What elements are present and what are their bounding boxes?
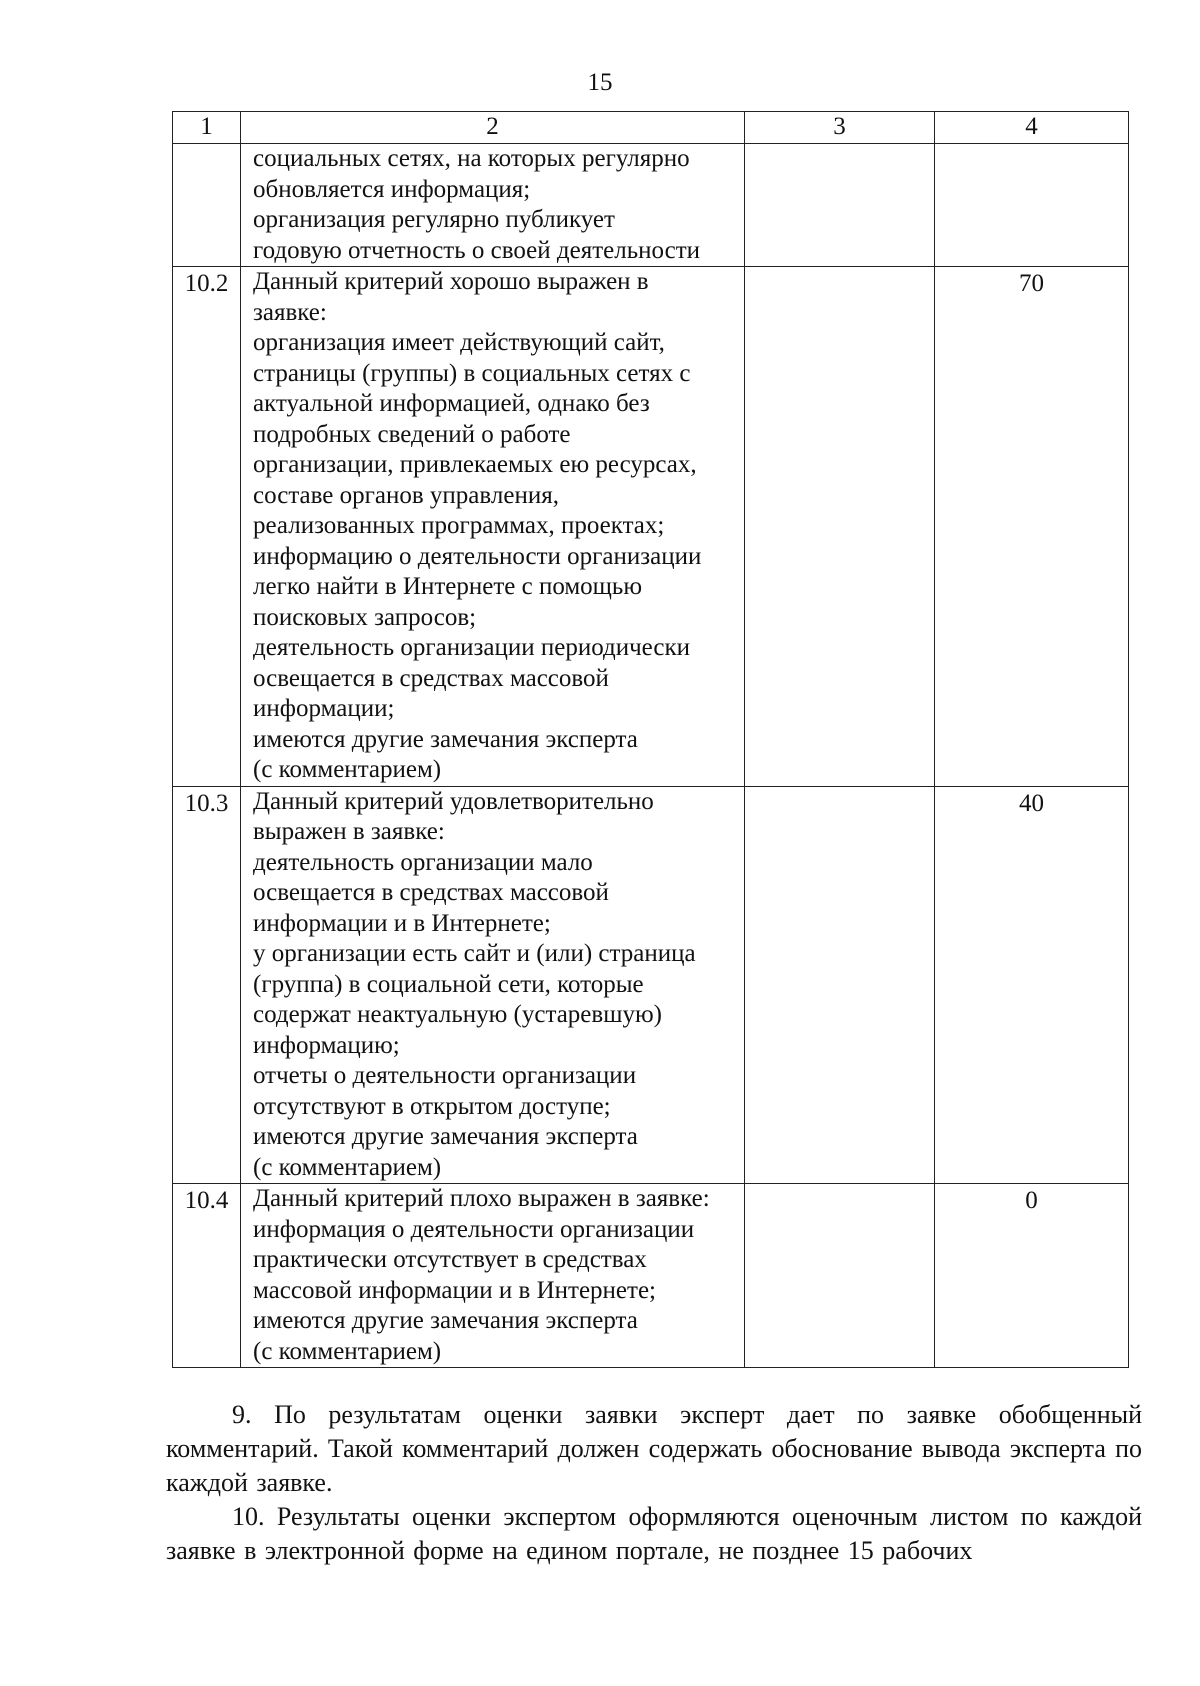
description-line: страницы (группы) в социальных сетях с: [253, 359, 691, 387]
description-line: Данный критерий удовлетворительно: [253, 787, 654, 815]
description-line: имеются другие замечания эксперта: [253, 1307, 638, 1334]
description-line: организации, привлекаемых ею ресурсах,: [253, 451, 697, 478]
description-line: подробных сведений о работе: [253, 420, 571, 448]
description-line: организация имеет действующий сайт,: [253, 329, 665, 356]
description-line: (группа) в социальной сети, которые: [253, 970, 644, 998]
description-line: освещается в средствах массовой: [253, 664, 609, 692]
description-line: социальных сетях, на которых регулярно: [253, 145, 690, 172]
table-row: [173, 786, 1129, 1184]
description-line: практически отсутствует в средствах: [253, 1246, 647, 1273]
description-line: отсутствуют в открытом доступе;: [253, 1092, 611, 1120]
description-line: (с комментарием): [253, 756, 442, 783]
description-line: заявке:: [253, 298, 327, 326]
page-number: 15: [587, 69, 613, 96]
score-cell: 40: [935, 786, 1129, 1184]
score-cell: [935, 144, 1129, 267]
description-line: массовой информации и в Интернете;: [253, 1276, 656, 1304]
criterion-description: [241, 1184, 745, 1368]
description-line: деятельность организации периодически: [253, 634, 690, 661]
description-line: у организации есть сайт и (или) страница: [253, 940, 696, 967]
description-line: Данный критерий плохо выражен в заявке:: [253, 1185, 710, 1212]
description-line: информацию;: [253, 1031, 400, 1059]
score-cell: 70: [935, 267, 1129, 787]
header-cell: 4: [935, 112, 1129, 144]
description-line: годовую отчетность о своей деятельности: [253, 236, 700, 264]
criterion-description: [241, 144, 745, 267]
paragraph-10: [166, 1500, 1142, 1568]
header-cell: 2: [241, 112, 745, 144]
table-row: [173, 1184, 1129, 1368]
table-header-row: [173, 112, 1129, 144]
description-line: актуальной информацией, однако без: [253, 390, 650, 417]
description-line: легко найти в Интернете с помощью: [253, 573, 643, 600]
criterion-description: [241, 267, 745, 787]
description-line: информации;: [253, 695, 395, 722]
description-line: содержат неактуальную (устаревшую): [253, 1001, 662, 1028]
criterion-number: 10.4: [173, 1184, 241, 1368]
criterion-number: 10.2: [173, 267, 241, 787]
column-3-cell: [745, 267, 935, 787]
description-line: отчеты о деятельности организации: [253, 1062, 637, 1089]
column-3-cell: [745, 144, 935, 267]
description-line: информацию о деятельности организации: [253, 542, 702, 570]
description-line: (с комментарием): [253, 1153, 442, 1181]
description-line: информации и в Интернете;: [253, 909, 551, 937]
description-line: деятельность организации мало: [253, 848, 593, 876]
criteria-table: [172, 111, 1129, 1368]
description-line: поисковых запросов;: [253, 603, 477, 631]
description-line: выражен в заявке:: [253, 818, 445, 845]
description-line: организация регулярно публикует: [253, 206, 615, 233]
criterion-number: 10.3: [173, 786, 241, 1184]
description-line: реализованных программах, проектах;: [253, 512, 665, 539]
score-cell: 0: [935, 1184, 1129, 1368]
paragraph-text: 9. По результатам оценки заявки эксперт дает по заявке обобщенный комментарий. Такой комментарий должен содержать обоснование вывода эксперта по каждой заявке.: [166, 1400, 1142, 1497]
description-line: Данный критерий хорошо выражен в: [253, 268, 649, 295]
table-row: [173, 267, 1129, 787]
paragraph-text: 10. Результаты оценки экспертом оформляются оценочным листом по каждой заявке в электронной форме на едином портале, не позднее 15 рабочих: [166, 1502, 1142, 1565]
description-line: (с комментарием): [253, 1337, 442, 1365]
paragraph-9: [166, 1398, 1142, 1500]
table-row: [173, 144, 1129, 267]
description-line: информация о деятельности организации: [253, 1215, 695, 1243]
criterion-number: [173, 144, 241, 267]
table-body: [173, 144, 1129, 1368]
description-line: составе органов управления,: [253, 481, 559, 509]
header-cell: 1: [173, 112, 241, 144]
criterion-description: [241, 786, 745, 1184]
description-line: имеются другие замечания эксперта: [253, 1123, 638, 1150]
description-line: освещается в средствах массовой: [253, 879, 609, 906]
description-line: имеются другие замечания эксперта: [253, 725, 638, 753]
column-3-cell: [745, 1184, 935, 1368]
column-3-cell: [745, 786, 935, 1184]
description-line: обновляется информация;: [253, 175, 531, 203]
header-cell: 3: [745, 112, 935, 144]
